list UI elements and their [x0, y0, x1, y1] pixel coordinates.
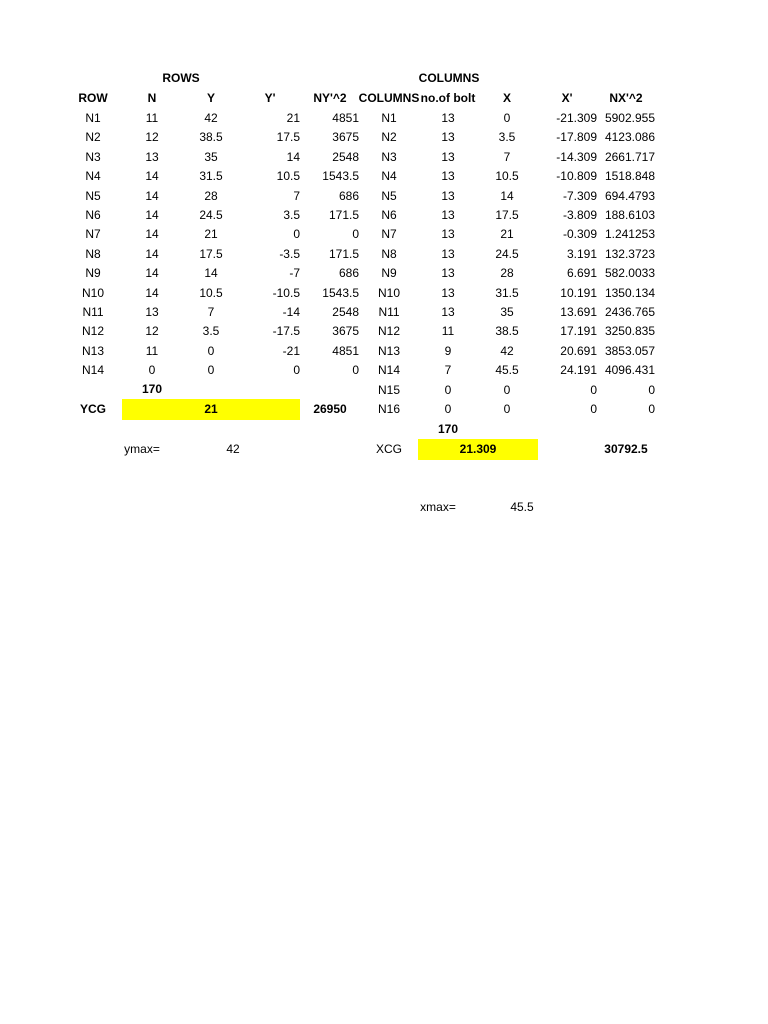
- column-label-cell: N10: [377, 285, 401, 300]
- y-prime-cell: 21: [286, 111, 300, 125]
- xmax-value: 45.5: [510, 500, 534, 514]
- x-cell: 28: [500, 266, 514, 281]
- y-cell: 24.5: [199, 208, 223, 222]
- y-cell: 0: [207, 363, 215, 378]
- bolt-count-cell: 13: [441, 246, 455, 261]
- n-cell: 14: [145, 285, 159, 300]
- n-cell: 11: [145, 343, 159, 358]
- column-label-cell: N12: [377, 324, 401, 339]
- y-prime-cell: 17.5: [276, 130, 300, 145]
- y-prime-cell: -7: [289, 266, 300, 281]
- x-prime-cell: 6.691: [566, 266, 597, 281]
- header-columns: COLUMNS: [358, 91, 420, 105]
- rows-n-total: 170: [141, 382, 163, 396]
- x-prime-cell: -7.309: [562, 188, 597, 203]
- nx2-total: 30792.5: [604, 442, 648, 456]
- ny2-cell: 2548: [332, 305, 359, 319]
- ymax-label: ymax=: [124, 442, 160, 456]
- y-cell: 35: [204, 149, 218, 164]
- column-label-cell: N7: [381, 227, 397, 242]
- bolt-count-cell: 13: [441, 149, 455, 164]
- column-label-cell: N8: [381, 246, 397, 261]
- nx2-cell: 0: [648, 402, 655, 416]
- x-cell: 14: [500, 188, 514, 203]
- nx2-cell: 132.3723: [604, 246, 655, 261]
- y-prime-cell: 3.5: [283, 208, 300, 222]
- n-cell: 13: [145, 305, 159, 319]
- row-label-cell: N7: [85, 227, 101, 242]
- row-label-cell: N2: [85, 130, 101, 145]
- n-cell: 14: [145, 246, 159, 261]
- header-row: ROW: [78, 91, 108, 105]
- x-cell: 38.5: [495, 324, 519, 339]
- x-prime-cell: 17.191: [560, 324, 597, 339]
- column-label-cell: N9: [381, 266, 397, 281]
- column-label-cell: N4: [381, 169, 397, 184]
- x-prime-cell: 3.191: [566, 246, 597, 261]
- ny2-cell: 1543.5: [322, 169, 359, 184]
- x-cell: 10.5: [495, 169, 519, 184]
- x-cell: 31.5: [495, 285, 519, 300]
- ymax-value: 42: [226, 442, 240, 456]
- x-cell: 0: [503, 402, 511, 416]
- column-label-cell: N6: [381, 208, 397, 222]
- x-cell: 35: [500, 305, 514, 319]
- header-no-of-bolt: no.of bolt: [420, 91, 476, 105]
- nx2-cell: 4096.431: [604, 363, 655, 378]
- x-prime-cell: -14.309: [556, 149, 597, 164]
- ycg-label: YCG: [79, 402, 107, 416]
- row-label-cell: N11: [82, 305, 104, 319]
- bolt-count-cell: 13: [441, 169, 455, 184]
- y-cell: 0: [207, 343, 215, 358]
- n-cell: 14: [145, 227, 159, 242]
- n-cell: 14: [145, 208, 159, 222]
- y-prime-cell: 7: [293, 188, 300, 203]
- ny2-cell: 686: [338, 188, 359, 203]
- ny2-cell: 686: [338, 266, 359, 281]
- y-prime-cell: -14: [282, 305, 300, 319]
- x-prime-cell: -21.309: [556, 111, 597, 125]
- row-label-cell: N8: [85, 246, 101, 261]
- x-prime-cell: -0.309: [562, 227, 597, 242]
- x-cell: 0: [503, 382, 511, 397]
- n-cell: 12: [145, 130, 159, 145]
- x-prime-cell: 13.691: [560, 305, 597, 319]
- columns-heading: COLUMNS: [418, 71, 480, 85]
- header-y-prime: Y': [264, 91, 276, 105]
- x-prime-cell: 0: [590, 402, 597, 416]
- x-cell: 24.5: [495, 246, 519, 261]
- x-prime-cell: -10.809: [556, 169, 597, 184]
- row-label-cell: N1: [85, 111, 101, 125]
- ny2-cell: 4851: [332, 343, 359, 358]
- n-cell: 0: [148, 363, 156, 378]
- header-y: Y: [206, 91, 216, 105]
- bolt-count-cell: 13: [441, 208, 455, 222]
- row-label-cell: N10: [81, 285, 105, 300]
- x-cell: 0: [503, 111, 511, 125]
- bolt-count-cell: 7: [444, 363, 452, 378]
- nx2-cell: 2661.717: [604, 149, 655, 164]
- n-cell: 14: [145, 266, 159, 281]
- bolt-count-cell: 13: [441, 130, 455, 145]
- nx2-cell: 582.0033: [604, 266, 655, 281]
- ny2-total: 26950: [313, 402, 347, 416]
- x-prime-cell: -3.809: [562, 208, 597, 222]
- n-cell: 14: [145, 188, 159, 203]
- y-prime-cell: -17.5: [272, 324, 300, 339]
- row-label-cell: N6: [85, 208, 101, 222]
- y-prime-cell: 0: [293, 227, 300, 242]
- row-label-cell: N4: [85, 169, 101, 184]
- ny2-cell: 171.5: [328, 208, 359, 222]
- y-cell: 14: [204, 266, 218, 281]
- xcg-value: 21.309: [459, 442, 497, 456]
- bolt-count-cell: 13: [441, 266, 455, 281]
- ny2-cell: 3675: [332, 130, 359, 145]
- nx2-cell: 1.241253: [604, 227, 655, 242]
- column-label-cell: N2: [381, 130, 397, 145]
- y-prime-cell: -3.5: [279, 246, 300, 261]
- ny2-cell: 0: [352, 363, 359, 378]
- bolt-count-cell: 13: [441, 188, 455, 203]
- y-cell: 7: [207, 305, 215, 319]
- y-cell: 10.5: [199, 285, 223, 300]
- header-nx2: NX'^2: [609, 91, 643, 105]
- n-cell: 13: [145, 149, 159, 164]
- x-cell: 17.5: [495, 208, 519, 222]
- ny2-cell: 171.5: [328, 246, 359, 261]
- xmax-label: xmax=: [420, 500, 456, 514]
- n-cell: 11: [145, 111, 159, 125]
- x-cell: 7: [503, 149, 511, 164]
- xcg-label: XCG: [375, 442, 403, 456]
- x-prime-cell: 0: [590, 382, 597, 397]
- nx2-cell: 4123.086: [604, 130, 655, 145]
- y-prime-cell: 10.5: [276, 169, 300, 184]
- column-label-cell: N3: [381, 149, 397, 164]
- ny2-cell: 1543.5: [322, 285, 359, 300]
- bolt-count-cell: 9: [444, 343, 452, 358]
- y-prime-cell: 0: [293, 363, 300, 378]
- bolt-count-cell: 13: [441, 111, 455, 125]
- columns-n-total: 170: [437, 422, 459, 436]
- x-prime-cell: 20.691: [560, 343, 597, 358]
- row-label-cell: N13: [81, 343, 105, 358]
- nx2-cell: 2436.765: [604, 305, 655, 319]
- nx2-cell: 3250.835: [604, 324, 655, 339]
- rows-heading: ROWS: [162, 71, 200, 85]
- n-cell: 12: [145, 324, 159, 339]
- y-cell: 28: [204, 188, 218, 203]
- header-x-prime: X': [561, 91, 573, 105]
- ny2-cell: 4851: [332, 111, 359, 125]
- nx2-cell: 694.4793: [604, 188, 655, 203]
- row-label-cell: N5: [85, 188, 101, 203]
- nx2-cell: 0: [648, 382, 655, 397]
- x-prime-cell: 24.191: [560, 363, 597, 378]
- bolt-count-cell: 13: [441, 285, 455, 300]
- x-cell: 42: [500, 343, 514, 358]
- n-cell: 14: [145, 169, 159, 184]
- nx2-cell: 188.6103: [604, 208, 655, 222]
- y-cell: 31.5: [199, 169, 223, 184]
- nx2-cell: 3853.057: [604, 343, 655, 358]
- bolt-count-cell: 0: [444, 382, 452, 397]
- column-label-cell: N1: [381, 111, 397, 125]
- x-cell: 45.5: [495, 363, 519, 378]
- column-label-cell: N15: [377, 382, 401, 397]
- row-label-cell: N12: [81, 324, 105, 339]
- ycg-value: 21: [204, 402, 218, 416]
- nx2-cell: 1350.134: [604, 285, 655, 300]
- y-cell: 38.5: [199, 130, 223, 145]
- nx2-cell: 1518.848: [604, 169, 655, 184]
- x-cell: 3.5: [498, 130, 516, 145]
- y-cell: 17.5: [199, 246, 223, 261]
- column-label-cell: N5: [381, 188, 397, 203]
- header-ny2: NY'^2: [313, 91, 347, 105]
- header-x: X: [502, 91, 512, 105]
- ny2-cell: 3675: [332, 324, 359, 339]
- x-prime-cell: 10.191: [560, 285, 597, 300]
- y-cell: 21: [204, 227, 218, 242]
- ny2-cell: 2548: [332, 149, 359, 164]
- nx2-cell: 5902.955: [604, 111, 655, 125]
- row-label-cell: N3: [85, 149, 101, 164]
- bolt-count-cell: 13: [441, 227, 455, 242]
- column-label-cell: N16: [377, 402, 401, 416]
- bolt-count-cell: 13: [441, 305, 455, 319]
- x-cell: 21: [500, 227, 514, 242]
- ny2-cell: 0: [352, 227, 359, 242]
- y-prime-cell: 14: [286, 149, 300, 164]
- column-label-cell: N14: [377, 363, 401, 378]
- column-label-cell: N11: [378, 305, 400, 319]
- row-label-cell: N14: [81, 363, 105, 378]
- y-prime-cell: -10.5: [272, 285, 300, 300]
- x-prime-cell: -17.809: [556, 130, 597, 145]
- bolt-count-cell: 0: [444, 402, 452, 416]
- header-n: N: [147, 91, 157, 105]
- y-prime-cell: -21: [282, 343, 300, 358]
- bolt-count-cell: 11: [441, 324, 455, 339]
- y-cell: 3.5: [202, 324, 220, 339]
- row-label-cell: N9: [85, 266, 101, 281]
- y-cell: 42: [204, 111, 218, 125]
- column-label-cell: N13: [377, 343, 401, 358]
